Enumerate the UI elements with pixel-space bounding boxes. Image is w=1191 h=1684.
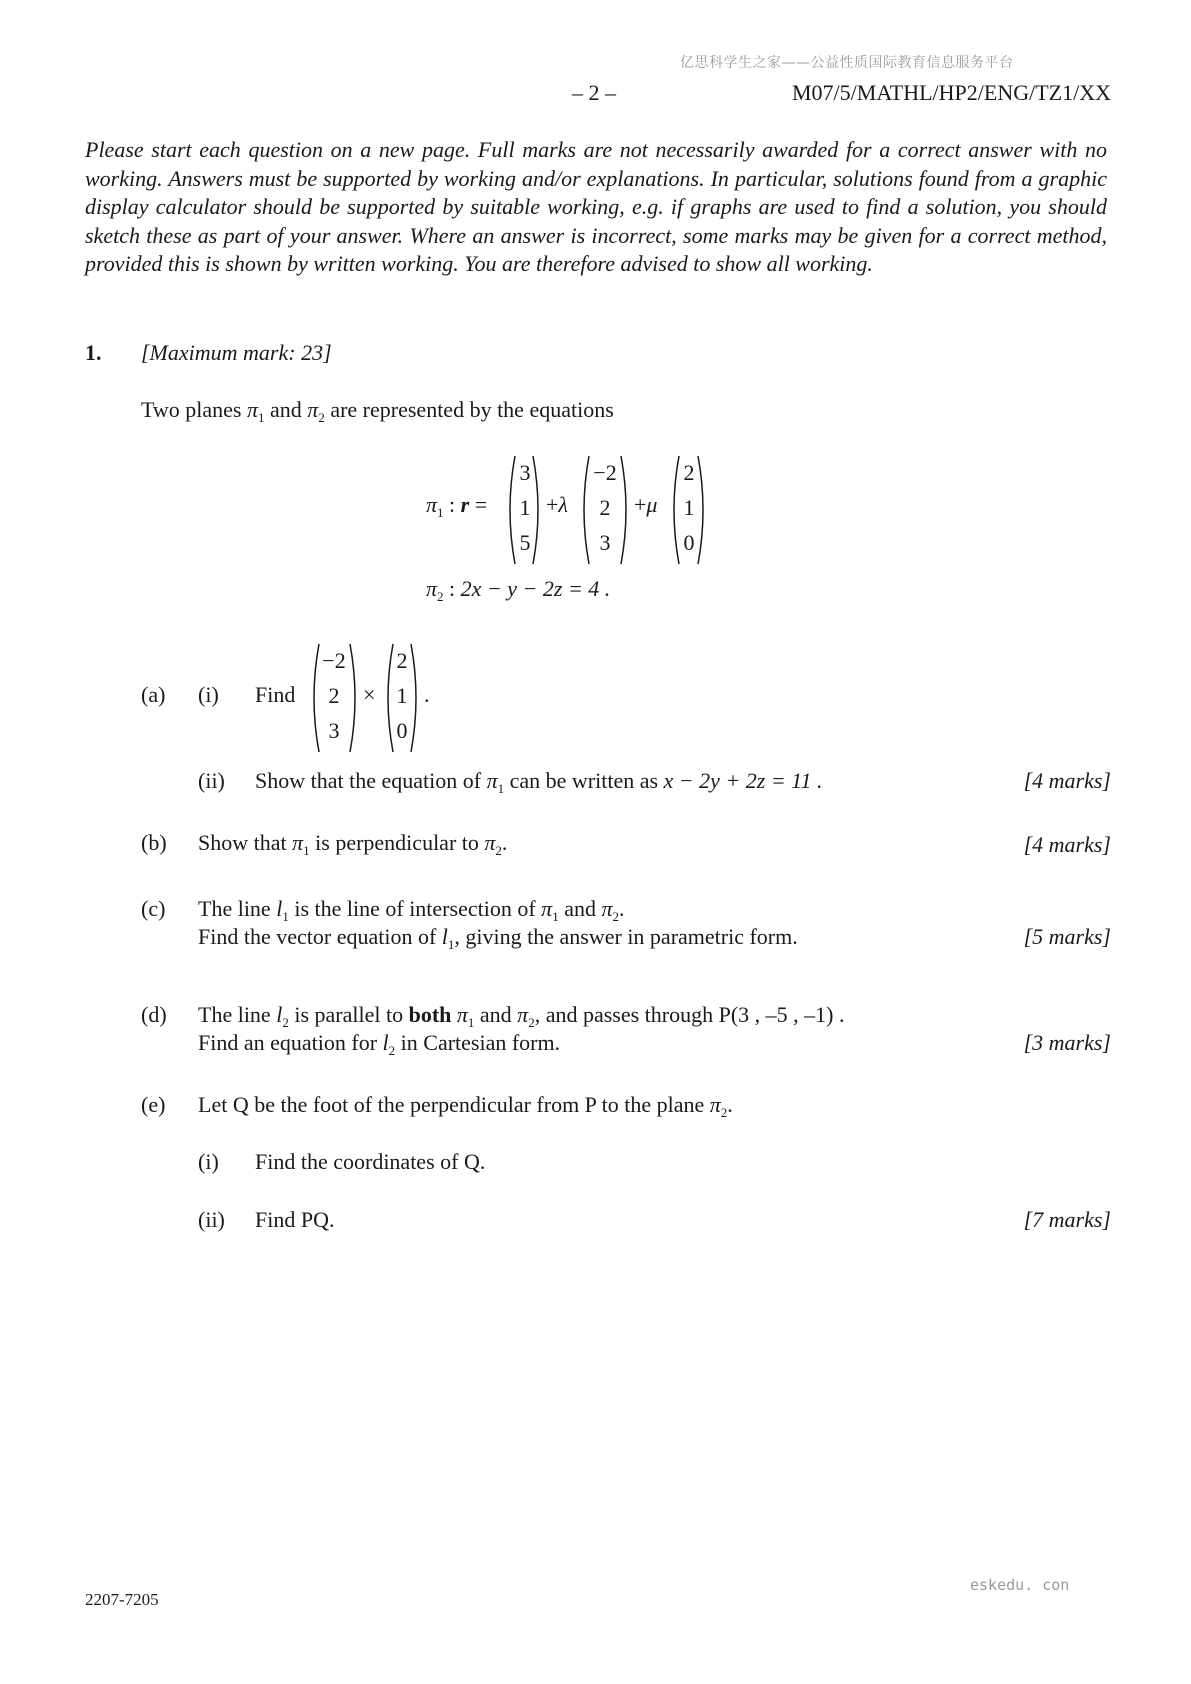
vector-entry: 2: [599, 495, 611, 520]
part-a-i-text: Find: [255, 682, 296, 707]
part-d-label: (d): [141, 1002, 167, 1027]
question-max-mark: [Maximum mark: 23]: [141, 340, 332, 365]
pi-symbol: π: [307, 397, 319, 422]
vector-entry: 3: [519, 460, 531, 485]
plane1-direction-vector-1: [590, 455, 620, 560]
subscript: 2: [612, 909, 619, 924]
text: The line: [198, 1002, 271, 1027]
question-intro: [141, 397, 614, 423]
subscript: 2: [318, 410, 325, 425]
vector-entry: −2: [593, 460, 617, 485]
pi-symbol: π: [292, 830, 304, 855]
subscript: 1: [303, 843, 310, 858]
subscript: 2: [495, 843, 502, 858]
plane2-equation-text: 2x − y − 2z = 4 .: [460, 576, 611, 601]
part-a-i-label: (i): [198, 682, 219, 707]
l-symbol: l: [441, 924, 448, 949]
part-c-label: (c): [141, 896, 166, 921]
vector-entry: 1: [683, 495, 695, 520]
pi-symbol: π: [426, 576, 438, 601]
vector-entry: 0: [396, 718, 408, 743]
instructions: Please start each question on a new page. Full marks are not necessarily awarded for a correct answer with no working. Answers must be supported by working and/or explanations. In particular, solutions found from a graphic display calculator should be supported by suitable working, e.g. if graphs are used to find a solution, you should sketch these as part of your answer. Where an answer is incorrect, some marks may be given for a correct method, provided this is shown by written working. You are therefore advised to show all working.: [85, 137, 1107, 276]
subscript: 1: [497, 781, 505, 796]
plus-lambda: [546, 492, 568, 518]
subscript: 1: [282, 909, 289, 924]
cross-vector-1: [319, 643, 349, 748]
pi-symbol: π: [541, 896, 553, 921]
part-c-line-1: [198, 896, 624, 922]
pi-symbol: π: [426, 492, 438, 517]
text: is parallel to: [294, 1002, 404, 1027]
cross-product-sign: ×: [363, 682, 376, 707]
pi-symbol: π: [484, 830, 496, 855]
part-e-i-text: Find the coordinates of Q.: [255, 1149, 486, 1174]
colon: :: [449, 576, 456, 601]
vector-entry: 1: [519, 495, 531, 520]
text: Find the vector equation of: [198, 924, 437, 949]
right-paren-icon: [410, 643, 422, 753]
paper-code: M07/5/MATHL/HP2/ENG/TZ1/XX: [792, 80, 1111, 105]
part-c-line-2: [198, 924, 798, 950]
intro-text-1: Two planes: [141, 397, 242, 422]
left-paren-icon: [578, 455, 590, 565]
plus-sign: +: [546, 492, 559, 517]
text: is perpendicular to: [315, 830, 479, 855]
plus-sign: +: [634, 492, 647, 517]
period: .: [501, 830, 508, 855]
pi-symbol: π: [709, 1092, 721, 1117]
subscript: 2: [528, 1015, 535, 1030]
vector-entry: 5: [519, 530, 531, 555]
part-e-marks: [7 marks]: [1023, 1207, 1111, 1232]
subscript: 2: [388, 1043, 396, 1058]
subscript: 2: [437, 589, 444, 604]
pi-symbol: π: [247, 397, 259, 422]
part-b-label: (b): [141, 830, 167, 855]
right-paren-icon: [620, 455, 632, 565]
pi-symbol: π: [486, 768, 498, 793]
text: and: [564, 896, 596, 921]
page-number: – 2 –: [572, 80, 616, 105]
lambda-symbol: λ: [558, 492, 568, 517]
part-e-label: (e): [141, 1092, 166, 1117]
vector-entry: 3: [599, 530, 611, 555]
part-b-marks: [4 marks]: [1023, 832, 1111, 857]
part-a-label: (a): [141, 682, 166, 707]
subscript: 2: [720, 1105, 728, 1120]
plane1-label: [426, 492, 487, 518]
vector-entry: 3: [328, 718, 340, 743]
period: .: [424, 682, 430, 707]
subscript: 2: [282, 1015, 289, 1030]
subscript: 1: [552, 909, 559, 924]
text: Show that the equation of: [255, 768, 482, 793]
subscript: 1: [437, 505, 444, 520]
pi-symbol: π: [456, 1002, 468, 1027]
mu-symbol: μ: [646, 492, 658, 517]
vector-entry: 0: [683, 530, 695, 555]
l-symbol: l: [382, 1030, 389, 1055]
l-symbol: l: [276, 896, 283, 921]
equals-sign: =: [474, 492, 488, 517]
text: is the line of intersection of: [294, 896, 536, 921]
part-d-line-2: [198, 1030, 560, 1056]
vector-entry: 1: [396, 683, 408, 708]
watermark-header: 亿思科学生之家——公益性质国际教育信息服务平台: [680, 55, 1014, 71]
footer-code: 2207-7205: [85, 1590, 159, 1609]
subscript: 1: [467, 1015, 475, 1030]
text: Show that: [198, 830, 287, 855]
part-d-line-1: [198, 1002, 845, 1028]
emphasis-both: both: [408, 1002, 452, 1027]
part-b-text: [198, 830, 507, 856]
question-number: 1.: [85, 340, 102, 365]
part-d-marks: [3 marks]: [1023, 1030, 1111, 1055]
pi-symbol: π: [517, 1002, 529, 1027]
part-e-i-label: (i): [198, 1149, 219, 1174]
part-e-text: [198, 1092, 733, 1118]
text: in Cartesian form.: [400, 1030, 561, 1055]
period: .: [618, 896, 625, 921]
vector-entry: −2: [322, 648, 346, 673]
vector-entry: 2: [683, 460, 695, 485]
text: , giving the answer in parametric form.: [454, 924, 798, 949]
part-c-marks: [5 marks]: [1023, 924, 1111, 949]
subscript: 1: [447, 937, 455, 952]
text: Find an equation for: [198, 1030, 378, 1055]
part-a-marks: [4 marks]: [1023, 768, 1111, 793]
part-a-ii-label: (ii): [198, 768, 225, 793]
part-a-ii-text: [255, 768, 823, 794]
subscript: 1: [258, 410, 265, 425]
part-e-ii-label: (ii): [198, 1207, 225, 1232]
plus-mu: [634, 492, 657, 518]
period: .: [727, 1092, 733, 1117]
right-paren-icon: [532, 455, 544, 565]
r-vector-symbol: r: [460, 492, 470, 517]
vector-entry: 2: [328, 683, 340, 708]
watermark-footer: eskedu. con: [970, 1576, 1070, 1594]
right-paren-icon: [349, 643, 361, 753]
pi-symbol: π: [601, 896, 613, 921]
vector-entry: 2: [396, 648, 408, 673]
point-p: P(3 , –5 , –1) .: [718, 1002, 845, 1027]
text: and: [479, 1002, 512, 1027]
right-paren-icon: [697, 455, 709, 565]
text: , and passes through: [534, 1002, 714, 1027]
text: Let Q be the foot of the perpendicular from P to the plane: [198, 1092, 705, 1117]
text: can be written as: [509, 768, 659, 793]
intro-text-2: and: [270, 397, 302, 422]
text: The line: [198, 896, 271, 921]
part-e-ii-text: Find PQ.: [255, 1207, 335, 1232]
colon: :: [449, 492, 456, 517]
plane2-equation: [426, 576, 610, 602]
l-symbol: l: [276, 1002, 283, 1027]
plane1-cartesian-equation: x − 2y + 2z = 11 .: [663, 768, 823, 793]
intro-text-3: are represented by the equations: [330, 397, 614, 422]
